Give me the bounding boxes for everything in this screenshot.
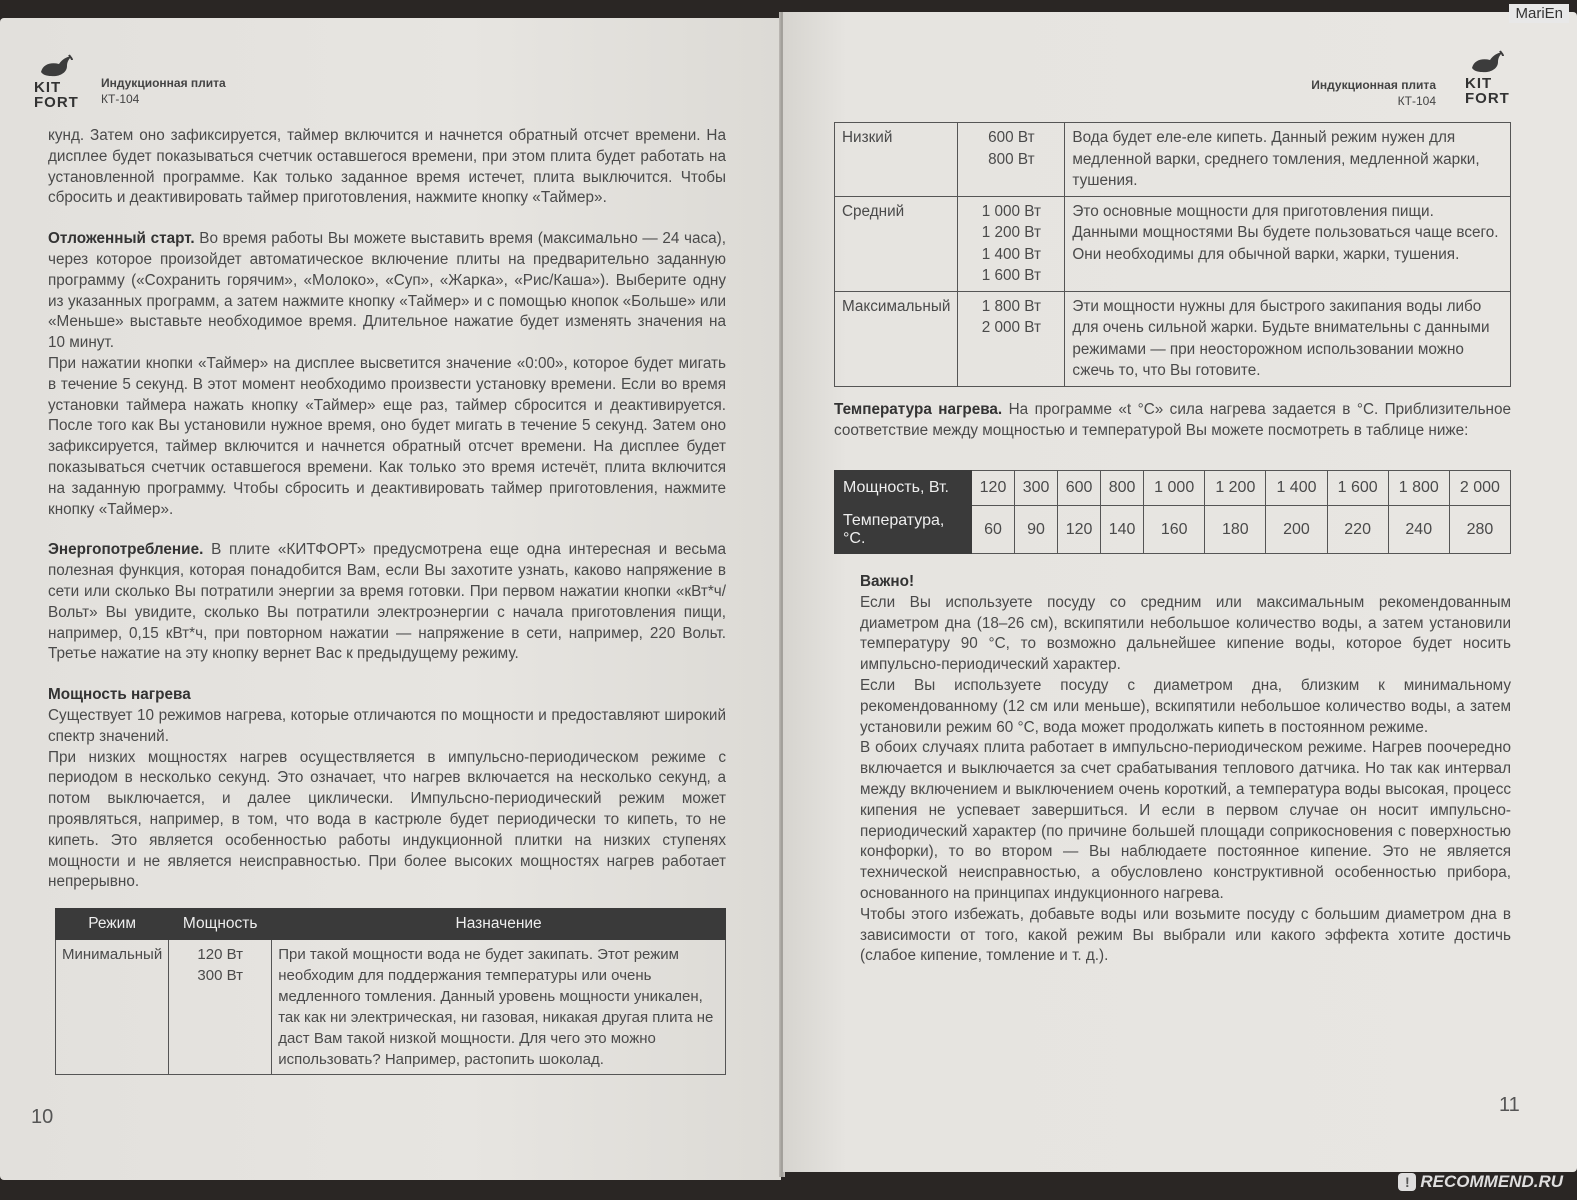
temperature-section bbox=[834, 400, 1511, 442]
power-cell: 1 400 bbox=[1266, 471, 1327, 506]
power-cell: 600 bbox=[1058, 471, 1101, 506]
watermark-site bbox=[1398, 1172, 1563, 1192]
cell-purpose: При такой мощности вода не будет закипать. Этот режим необходим для поддержания температуры или очень медленного томления. Данный уровень мощности уникален, так как ни электрическая, ни газовая, никакая другая плита не даст Вам такой низкой мощности. Для чего это можно использовать? Например, растопить шоколад. bbox=[272, 940, 726, 1075]
power-value: 1 000 Вт bbox=[981, 202, 1041, 220]
power-section bbox=[48, 685, 726, 893]
brand-line2: FORT bbox=[34, 94, 79, 111]
energy-text: В плите «КИТФОРТ» предусмотрена еще одна интересная и весьма полезная функция, которая понадобится Вам, если Вы захотите узнать, каково напряжение в сети или сколько Вы потратили энергии за время готовки. При первом нажатии кнопки «кВт*ч/Вольт» Вы увидите, сколько Вы потратили электроэнергии с начала приготовления пищи, например, 0,15 кВт*ч, при повторном нажатии — напряжение в сети, например, 220 Вольт. Третье нажатие на эту кнопку вернет Вас к предыдущему режиму. bbox=[48, 541, 726, 663]
power-heading: Мощность нагрева bbox=[48, 686, 191, 704]
important-heading: Важно! bbox=[860, 573, 915, 590]
cell-purpose: Это основные мощности для приготовления пищи. Данными мощностями Вы будете пользоваться чаще всего. Они необходимы для обычной варки, жарки, тушения. bbox=[1065, 196, 1511, 291]
cell-mode: Минимальный bbox=[56, 940, 169, 1075]
table-row bbox=[835, 291, 1511, 386]
header-title: Индукционная плита bbox=[101, 76, 226, 90]
important-paragraph: В обоих случаях плита работает в импульсно-периодическом режиме. Нагрев поочередно включается и выключается за счет срабатывания теплового датчика. Но так как интервал между включением и выключением очень короткий, а температура воды высокая, процесс кипения не успевает завершиться. И если в первом случае он носит импульсно-периодический характер (по причине большей площади соприкосновения с поверхностью конфорки), то во втором — Вы наблюдаете постоянное кипение. Это не является технической неисправностью, а обусловлено конструктивной особенностью прибора, основанного на принципах индукционного нагрева. bbox=[860, 739, 1511, 902]
important-paragraph: Чтобы этого избежать, добавьте воды или возьмите посуду с большим диаметром дна в зависимости от того, какой режим Вы выбрали или какого эффекта хотите достичь (слабое кипение, томление и т. д.). bbox=[860, 905, 1511, 965]
power-text-2: При низких мощностях нагрев осуществляется в импульсно-периодическом режиме с периодом в несколько секунд. Это означает, что нагрев включается на несколько секунд, а потом выключается, и далее циклически. Импульсно-периодический режим может проявляться, например, в том, что вода в кастрюле будет периодически то кипеть, то не кипеть. Это является особенностью работы индукционной плитки на низких ступенях мощности и не является неисправностью. При более высоких мощностях нагрев работает непрерывно. bbox=[48, 748, 726, 891]
power-cell: 1 600 bbox=[1327, 471, 1388, 506]
cell-power bbox=[958, 123, 1065, 197]
important-paragraph: Если Вы используете посуду со средним или максимальным рекомендованным диаметром дна (18–26 см), вскипятили небольшое количество воды, а затем установили температуру 90 °С, то возможно дальнейшее кипение воды, которое будет носить импульсно-периодический характер. bbox=[860, 593, 1511, 674]
table-row bbox=[835, 123, 1511, 197]
table-row bbox=[56, 940, 726, 1075]
delay-section bbox=[48, 229, 726, 520]
kitfort-logo bbox=[34, 54, 79, 110]
recommend-icon: ! bbox=[1398, 1173, 1416, 1191]
left-body bbox=[48, 126, 726, 893]
cell-power bbox=[169, 940, 272, 1075]
page-number-right: 11 bbox=[1499, 1094, 1520, 1116]
power-value: 1 200 Вт bbox=[981, 224, 1041, 241]
power-value: 1 400 Вт bbox=[981, 245, 1041, 263]
cell-purpose: Вода будет еле-еле кипеть. Данный режим нужен для медленной варки, среднего томления, медленной жарки, тушения. bbox=[1065, 123, 1511, 197]
energy-section bbox=[48, 540, 726, 665]
power-value: 1 600 Вт bbox=[981, 267, 1041, 284]
temp-cell: 220 bbox=[1327, 506, 1388, 554]
col-mode: Режим bbox=[56, 909, 169, 940]
power-row bbox=[835, 471, 1511, 506]
cell-mode: Максимальный bbox=[835, 291, 958, 386]
cell-purpose: Эти мощности нужны для быстрого закипания воды либо для очень сильной жарки. Будьте внимательны с данными режимами — при неосторожном использовании можно сжечь то, что Вы готовите. bbox=[1065, 291, 1511, 386]
energy-heading: Энергопотребление. bbox=[48, 541, 204, 559]
power-cell: 1 200 bbox=[1205, 471, 1266, 506]
power-value: 300 Вт bbox=[197, 967, 243, 984]
header-title: Индукционная плита bbox=[1311, 78, 1436, 92]
temperature-table bbox=[834, 470, 1511, 554]
whale-icon bbox=[1470, 50, 1504, 76]
modes-table-minimal bbox=[55, 908, 726, 1075]
temp-cell: 280 bbox=[1449, 506, 1510, 554]
delay-text: Во время работы Вы можете выставить время (максимально — 24 часа), через которое произойдет автоматическое включение плиты на предварительно заданную программу («Сохранить горячим», «Молоко», «Суп», «Жарка», «Рис/Каша»). Выберите одну из указанных программ, а затем нажмите кнопку «Таймер» и с помощью кнопок «Больше» или «Меньше» выставьте необходимое время. Длительное нажатие будет изменять значения на 10 минут. bbox=[48, 230, 726, 352]
power-cell: 300 bbox=[1015, 471, 1058, 506]
delay-text-2: При нажатии кнопки «Таймер» на дисплее высветится значение «0:00», которое будет мигать в течение 5 секунд. В этот момент необходимо произвести установку времени. Если во время установки таймера нажать кнопку «Таймер» еще раз, таймер сбросится и деактивируется. После того как Вы установили нужное время, оно будет мигать в течение 5 секунд. Затем оно зафиксируется, таймер включится и начнется обратный отсчет времени. На дисплее будет показываться счетчик оставшегося времени. Как только это время истечёт, плита включится на заданную программу. Чтобы сбросить и деактивировать таймер приготовления, нажмите кнопку «Таймер». bbox=[48, 354, 726, 518]
power-cell: 1 000 bbox=[1144, 471, 1205, 506]
cell-mode: Средний bbox=[835, 196, 958, 291]
modes-table bbox=[834, 122, 1511, 387]
power-value: 2 000 Вт bbox=[981, 319, 1041, 336]
power-row-label: Мощность, Вт. bbox=[835, 471, 972, 506]
table-header-row bbox=[56, 909, 726, 940]
intro-paragraph: кунд. Затем оно зафиксируется, таймер включится и начнется обратный отсчет времени. На дисплее будет показываться счетчик оставшегося времени, при этом плита будет работать на установленной программе. Как только заданное время истечет, плита выключится. Чтобы сбросить и деактивировать таймер приготовления, нажмите кнопку «Таймер». bbox=[48, 127, 726, 207]
brand-line1: KIT bbox=[1465, 75, 1493, 92]
temp-cell: 200 bbox=[1266, 506, 1327, 554]
power-cell: 120 bbox=[972, 471, 1015, 506]
temp-cell: 60 bbox=[972, 506, 1015, 554]
cell-mode: Низкий bbox=[835, 123, 958, 197]
power-cell: 2 000 bbox=[1449, 471, 1510, 506]
temp-cell: 240 bbox=[1388, 506, 1449, 554]
page-header bbox=[101, 75, 226, 107]
header-model: КТ-104 bbox=[1397, 94, 1436, 108]
temp-heading: Температура нагрева. bbox=[834, 401, 1003, 418]
header-model: КТ-104 bbox=[101, 92, 140, 106]
temp-text: На программе «t °C» сила нагрева задается в °C. Приблизительное соответствие между мощностью и температурой Вы можете посмотреть в таблице ниже: bbox=[834, 401, 1512, 439]
delay-heading: Отложенный старт. bbox=[48, 230, 195, 248]
left-page bbox=[0, 18, 781, 1180]
watermark-site-text: RECOMMEND.RU bbox=[1420, 1172, 1563, 1191]
cell-power bbox=[958, 196, 1065, 291]
page-number-left: 10 bbox=[31, 1106, 54, 1128]
power-cell: 800 bbox=[1101, 471, 1144, 506]
temp-row bbox=[835, 506, 1511, 554]
brand-name bbox=[1465, 76, 1510, 106]
brand-line2: FORT bbox=[1465, 90, 1510, 107]
power-cell: 1 800 bbox=[1388, 471, 1449, 506]
temp-row-label: Температура, °С. bbox=[835, 506, 972, 554]
cell-power bbox=[958, 291, 1065, 386]
watermark-user: MariEn bbox=[1509, 4, 1569, 23]
power-value: 800 Вт bbox=[988, 150, 1035, 168]
brand-name bbox=[34, 80, 79, 110]
table-row bbox=[835, 196, 1511, 291]
temp-cell: 120 bbox=[1058, 506, 1101, 554]
power-value: 600 Вт bbox=[988, 129, 1035, 146]
whale-icon bbox=[39, 54, 73, 80]
power-value: 1 800 Вт bbox=[981, 297, 1041, 315]
temp-cell: 90 bbox=[1015, 506, 1058, 554]
brand-line1: KIT bbox=[34, 79, 62, 96]
kitfort-logo-right bbox=[1465, 50, 1510, 106]
col-power: Мощность bbox=[169, 909, 272, 940]
important-paragraph: Если Вы используете посуду с диаметром дна, близким к минимальному рекомендованному (12 см или меньше), вскипятили небольшое количество воды, а затем установили режим 60 °С, вода может продолжать кипеть в постоянном режиме. bbox=[860, 676, 1511, 736]
page-header-right bbox=[1299, 77, 1436, 109]
power-value: 120 Вт bbox=[197, 946, 243, 963]
important-note bbox=[860, 572, 1511, 967]
col-purpose: Назначение bbox=[272, 909, 726, 940]
temp-cell: 180 bbox=[1205, 506, 1266, 554]
right-page bbox=[783, 12, 1577, 1172]
temp-cell: 160 bbox=[1144, 506, 1205, 554]
temp-cell: 140 bbox=[1101, 506, 1144, 554]
power-text-1: Существует 10 режимов нагрева, которые отличаются по мощности и предоставляют широкий спектр значений. bbox=[48, 706, 726, 745]
